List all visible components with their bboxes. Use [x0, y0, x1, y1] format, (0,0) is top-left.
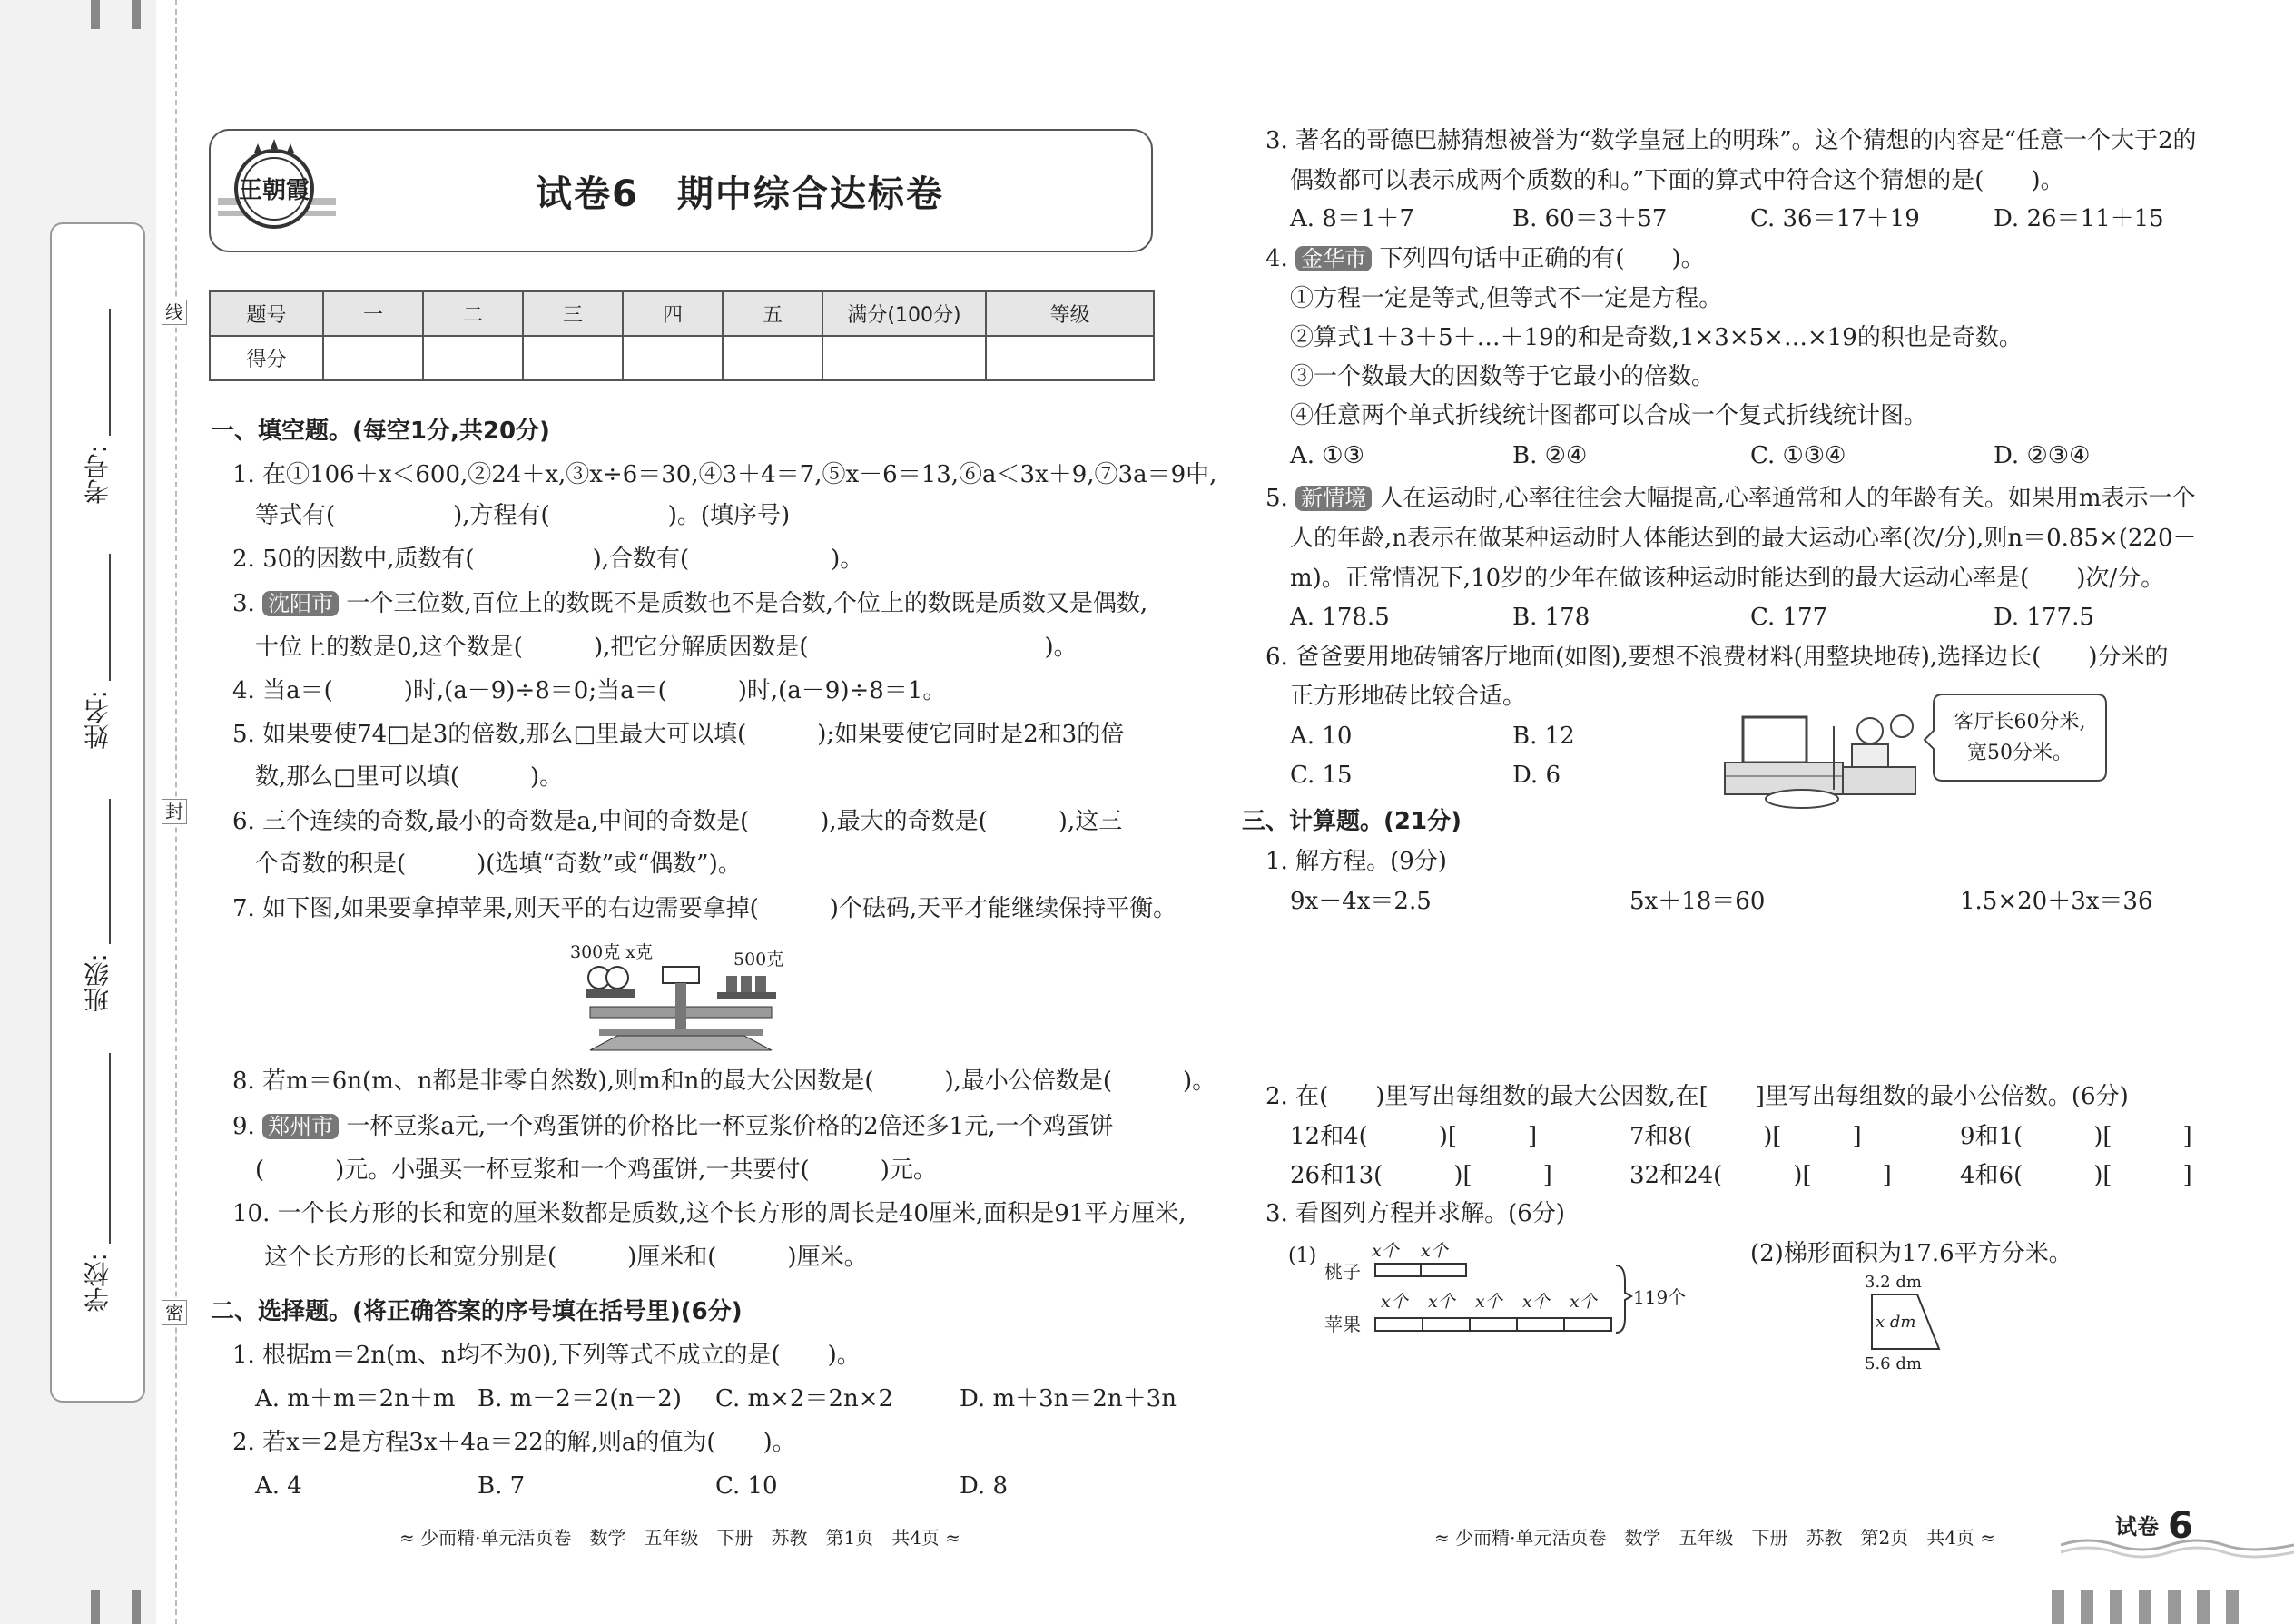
c5-line-1: 5. 新情境 人在运动时,心率往往会大幅提高,心率通常和人的年龄有关。如果用m表示一个: [1265, 485, 2196, 512]
q3-text: 一个三位数,百位上的数既不是质数也不是合数,个位上的数既是质数又是偶数,: [346, 590, 1148, 617]
score-cell[interactable]: [723, 336, 822, 380]
c4-statement-3: ③一个数最大的因数等于它最小的倍数。: [1290, 363, 1716, 390]
c6-option-b[interactable]: B. 12: [1512, 723, 1575, 750]
c4-option-b[interactable]: B. ②④: [1512, 442, 1588, 469]
q3-line-1: 3. 沈阳市 一个三位数,百位上的数既不是质数也不是合数,个位上的数既是质数又是偶数,: [232, 590, 1148, 617]
name-label: 姓名:: [83, 690, 113, 750]
margin-tick: [91, 0, 100, 29]
gcd-lcm-1[interactable]: 12和4( )[ ]: [1290, 1123, 1538, 1150]
section-1-title: 一、填空题。(每空1分,共20分): [211, 418, 550, 445]
bottom-base-label: 5.6 dm: [1865, 1354, 1922, 1373]
score-cell[interactable]: [986, 336, 1154, 380]
c2-option-c[interactable]: C. 10: [715, 1472, 778, 1500]
q6-line-2: 个奇数的积是( )(选填“奇数”或“偶数”)。: [255, 851, 742, 878]
name-line[interactable]: [109, 554, 111, 681]
score-cell[interactable]: [323, 336, 423, 380]
c1-option-b[interactable]: B. m－2＝2(n－2): [478, 1385, 682, 1412]
balance-scale-figure: [563, 940, 799, 1053]
exam-no-label: 考号:: [83, 445, 113, 505]
equation-3: 1.5×20＋3x＝36: [1960, 888, 2153, 915]
c1: 1. 根据m＝2n(m、n均不为0),下列等式不成立的是( )。: [232, 1342, 861, 1369]
score-header: 三: [523, 291, 623, 336]
cut-mark: 密: [162, 1300, 187, 1325]
q9-line-1: 9. 郑州市 一杯豆浆a元,一个鸡蛋饼的价格比一杯豆浆价格的2倍还多1元,一个鸡蛋饼: [232, 1113, 1114, 1140]
score-header: 题号: [210, 291, 323, 336]
exam-no-line[interactable]: [109, 309, 111, 436]
q7: 7. 如下图,如果要拿掉苹果,则天平的右边需要拿掉( )个砝码,天平才能继续保持平衡。: [232, 895, 1177, 922]
q6-line-1: 6. 三个连续的奇数,最小的奇数是a,中间的奇数是( ),最大的奇数是( ),这三: [232, 808, 1123, 835]
student-info-box: [50, 222, 145, 1403]
score-header: 满分(100分): [822, 291, 986, 336]
c2-option-b[interactable]: B. 7: [478, 1472, 526, 1500]
c4-statement-1: ①方程一定是等式,但等式不一定是方程。: [1290, 285, 1723, 312]
c6-option-a[interactable]: A. 10: [1290, 723, 1353, 750]
score-header: 四: [623, 291, 723, 336]
c5-line-2: 人的年龄,n表示在做某种运动时人体能达到的最大运动心率(次/分),则n＝0.85×(220－: [1290, 525, 2197, 552]
living-room-illustration: [1716, 690, 2206, 817]
c6-line-2: 正方形地砖比较合适。: [1290, 683, 1527, 710]
c1-option-a[interactable]: A. m＋m＝2n＋m: [255, 1385, 456, 1412]
region-tag: 金华市: [1295, 246, 1372, 271]
apple-x-label: x个: [1475, 1292, 1502, 1312]
peach-label: 桃子: [1324, 1261, 1361, 1283]
gcd-lcm-4[interactable]: 26和13( )[ ]: [1290, 1162, 1552, 1189]
apple-label: 苹果: [1324, 1314, 1361, 1335]
c3-option-d[interactable]: D. 26＝11＋15: [1994, 205, 2164, 232]
c3-option-a[interactable]: A. 8＝1＋7: [1290, 205, 1414, 232]
score-row-label: 得分: [210, 336, 323, 380]
cut-mark: 线: [162, 300, 187, 325]
trapezoid-diagram: [1852, 1271, 1979, 1375]
page-badge-number: 6: [2168, 1505, 2193, 1547]
c1-option-c[interactable]: C. m×2＝2n×2: [715, 1385, 894, 1412]
total-label: 119个: [1633, 1286, 1687, 1308]
c5-option-c[interactable]: C. 177: [1750, 604, 1828, 631]
c1-option-d[interactable]: D. m＋3n＝2n＋3n: [960, 1385, 1177, 1412]
school-label: 学校:: [83, 1253, 113, 1313]
gcd-lcm-3[interactable]: 9和1( )[ ]: [1960, 1123, 2192, 1150]
apple-x-label: x个: [1522, 1292, 1550, 1312]
apple-x-label: x个: [1570, 1292, 1597, 1312]
class-line[interactable]: [109, 799, 111, 944]
gcd-lcm-6[interactable]: 4和6( )[ ]: [1960, 1162, 2192, 1189]
margin-tick: [132, 1590, 141, 1624]
margin-tick: [132, 0, 141, 29]
score-header: 二: [423, 291, 523, 336]
peach-x-label: x个: [1421, 1241, 1448, 1261]
score-header: 五: [723, 291, 822, 336]
top-base-label: 3.2 dm: [1865, 1273, 1922, 1292]
score-table: [209, 290, 1155, 381]
margin-tick: [2081, 1590, 2093, 1624]
score-header: 等级: [986, 291, 1154, 336]
c6-line-1: 6. 爸爸要用地砖铺客厅地面(如图),要想不浪费材料(用整块地砖),选择边长( )分米的: [1265, 644, 2169, 671]
q5-line-2: 数,那么□里可以填( )。: [255, 763, 564, 791]
right-footer: ≈ 少而精·单元活页卷 数学 五年级 下册 苏教 第2页 共4页 ≈: [1434, 1527, 1996, 1549]
page-badge: [2061, 1498, 2294, 1561]
school-line[interactable]: [109, 1053, 111, 1244]
c4-text: 下列四句话中正确的有( )。: [1379, 245, 1705, 272]
c5-option-a[interactable]: A. 178.5: [1290, 604, 1390, 631]
q10-line-1: 10. 一个长方形的长和宽的厘米数都是质数,这个长方形的周长是40厘米,面积是91平方厘米,: [232, 1200, 1186, 1227]
equation-1: 9x－4x＝2.5: [1290, 888, 1432, 915]
c2: 2. 若x＝2是方程3x＋4a＝22的解,则a的值为( )。: [232, 1429, 796, 1456]
c5-text: 人在运动时,心率往往会大幅提高,心率通常和人的年龄有关。如果用m表示一个: [1379, 485, 2196, 512]
score-cell[interactable]: [623, 336, 723, 380]
section-2-title: 二、选择题。(将正确答案的序号填在括号里)(6分): [211, 1298, 743, 1325]
margin-tick: [2110, 1590, 2122, 1624]
margin-tick: [2139, 1590, 2151, 1624]
score-header: 一: [323, 291, 423, 336]
apple-x-label: x个: [1381, 1292, 1408, 1312]
gcd-lcm-2[interactable]: 7和8( )[ ]: [1629, 1123, 1862, 1150]
q3-line-2: 十位上的数是0,这个数是( ),把它分解质因数是( )。: [255, 634, 1078, 661]
page-title: 试卷6 期中综合达标卷: [536, 173, 944, 215]
c4-option-a[interactable]: A. ①③: [1290, 442, 1364, 469]
q9-line-2: ( )元。小强买一杯豆浆和一个鸡蛋饼,一共要付( )元。: [255, 1156, 937, 1184]
logo-text: 王朝霞: [238, 177, 310, 204]
cut-mark: 封: [162, 799, 187, 824]
c3-option-b[interactable]: B. 60＝3＋57: [1512, 205, 1668, 232]
p2: 2. 在( )里写出每组数的最大公因数,在[ ]里写出每组数的最小公倍数。(6分): [1265, 1083, 2129, 1110]
margin-tick: [2197, 1590, 2210, 1624]
scenario-tag: 新情境: [1295, 486, 1372, 511]
q2: 2. 50的因数中,质数有( ),合数有( )。: [232, 546, 864, 573]
p1: 1. 解方程。(9分): [1265, 848, 1447, 875]
c6-option-d[interactable]: D. 6: [1512, 762, 1561, 789]
diagram-2-label: (2)梯形面积为17.6平方分米。: [1750, 1240, 2072, 1267]
c4-option-d[interactable]: D. ②③④: [1994, 442, 2091, 469]
c2-option-d[interactable]: D. 8: [960, 1472, 1008, 1500]
bubble-line-2: 宽50分米。: [1967, 742, 2072, 764]
equation-2: 5x＋18＝60: [1629, 888, 1766, 915]
c5-option-d[interactable]: D. 177.5: [1994, 604, 2094, 631]
margin-tick: [2226, 1590, 2239, 1624]
peach-x-label: x个: [1372, 1241, 1399, 1261]
c3-option-c[interactable]: C. 36＝17＋19: [1750, 205, 1920, 232]
q8: 8. 若m＝6n(m、n都是非零自然数),则m和n的最大公因数是( ),最小公倍数是( )。: [232, 1068, 1216, 1095]
c2-option-a[interactable]: A. 4: [255, 1472, 302, 1500]
c4-option-c[interactable]: C. ①③④: [1750, 442, 1846, 469]
region-tag: 郑州市: [262, 1114, 339, 1139]
balance-left-label: 300克 x克: [570, 942, 654, 962]
c4-statement-4: ④任意两个单式折线统计图都可以合成一个复式折线统计图。: [1290, 402, 1928, 429]
score-cell[interactable]: [523, 336, 623, 380]
region-tag: 沈阳市: [262, 591, 339, 616]
height-label: x dm: [1876, 1313, 1916, 1332]
section-3-title: 三、计算题。(21分): [1242, 808, 1462, 835]
publisher-logo: [218, 136, 336, 245]
margin-tick: [91, 1590, 100, 1624]
c4-line: 4. 金华市 下列四句话中正确的有( )。: [1265, 245, 1705, 272]
q1-line-1: 1. 在①106＋x＜600,②24＋x,③x÷6＝30,④3＋4＝7,⑤x－6＝13,⑥a＜3x＋9,⑦3a＝9中,: [232, 461, 1217, 488]
page-badge-label: 试卷: [2115, 1514, 2159, 1540]
bubble-line-1: 客厅长60分米,: [1954, 711, 2086, 733]
c3-line-2: 偶数都可以表示成两个质数的和。”下面的算式中符合这个猜想的是( )。: [1290, 167, 2064, 194]
c5-option-b[interactable]: B. 178: [1512, 604, 1590, 631]
margin-tick: [2168, 1590, 2181, 1624]
c4-statement-2: ②算式1＋3＋5＋…＋19的和是奇数,1×3×5×…×19的积也是奇数。: [1290, 324, 2023, 351]
q4: 4. 当a＝( )时,(a－9)÷8＝0;当a＝( )时,(a－9)÷8＝1。: [232, 677, 947, 704]
left-footer: ≈ 少而精·单元活页卷 数学 五年级 下册 苏教 第1页 共4页 ≈: [399, 1527, 961, 1549]
score-cell[interactable]: [822, 336, 986, 380]
q5-line-1: 5. 如果要使74□是3的倍数,那么□里最大可以填( );如果要使它同时是2和3的倍: [232, 721, 1125, 748]
c5-line-3: m)。正常情况下,10岁的少年在做该种运动时能达到的最大运动心率是( )次/分。: [1290, 565, 2165, 592]
q9-text: 一杯豆浆a元,一个鸡蛋饼的价格比一杯豆浆价格的2倍还多1元,一个鸡蛋饼: [346, 1113, 1114, 1140]
p3: 3. 看图列方程并求解。(6分): [1265, 1200, 1565, 1227]
balance-right-label: 500克: [733, 950, 784, 969]
apple-x-label: x个: [1428, 1292, 1455, 1312]
score-cell[interactable]: [423, 336, 523, 380]
q1-line-2: 等式有( ),方程有( )。(填序号): [255, 502, 791, 529]
class-label: 班级:: [83, 953, 113, 1013]
bar-model-diagram: [1285, 1236, 1702, 1354]
q10-line-2: 这个长方形的长和宽分别是( )厘米和( )厘米。: [264, 1244, 868, 1271]
c6-option-c[interactable]: C. 15: [1290, 762, 1353, 789]
gcd-lcm-5[interactable]: 32和24( )[ ]: [1629, 1162, 1892, 1189]
margin-tick: [2052, 1590, 2064, 1624]
c3-line-1: 3. 著名的哥德巴赫猜想被誉为“数学皇冠上的明珠”。这个猜想的内容是“任意一个大于2的: [1265, 127, 2197, 154]
diagram-1-label: (1): [1288, 1245, 1317, 1267]
